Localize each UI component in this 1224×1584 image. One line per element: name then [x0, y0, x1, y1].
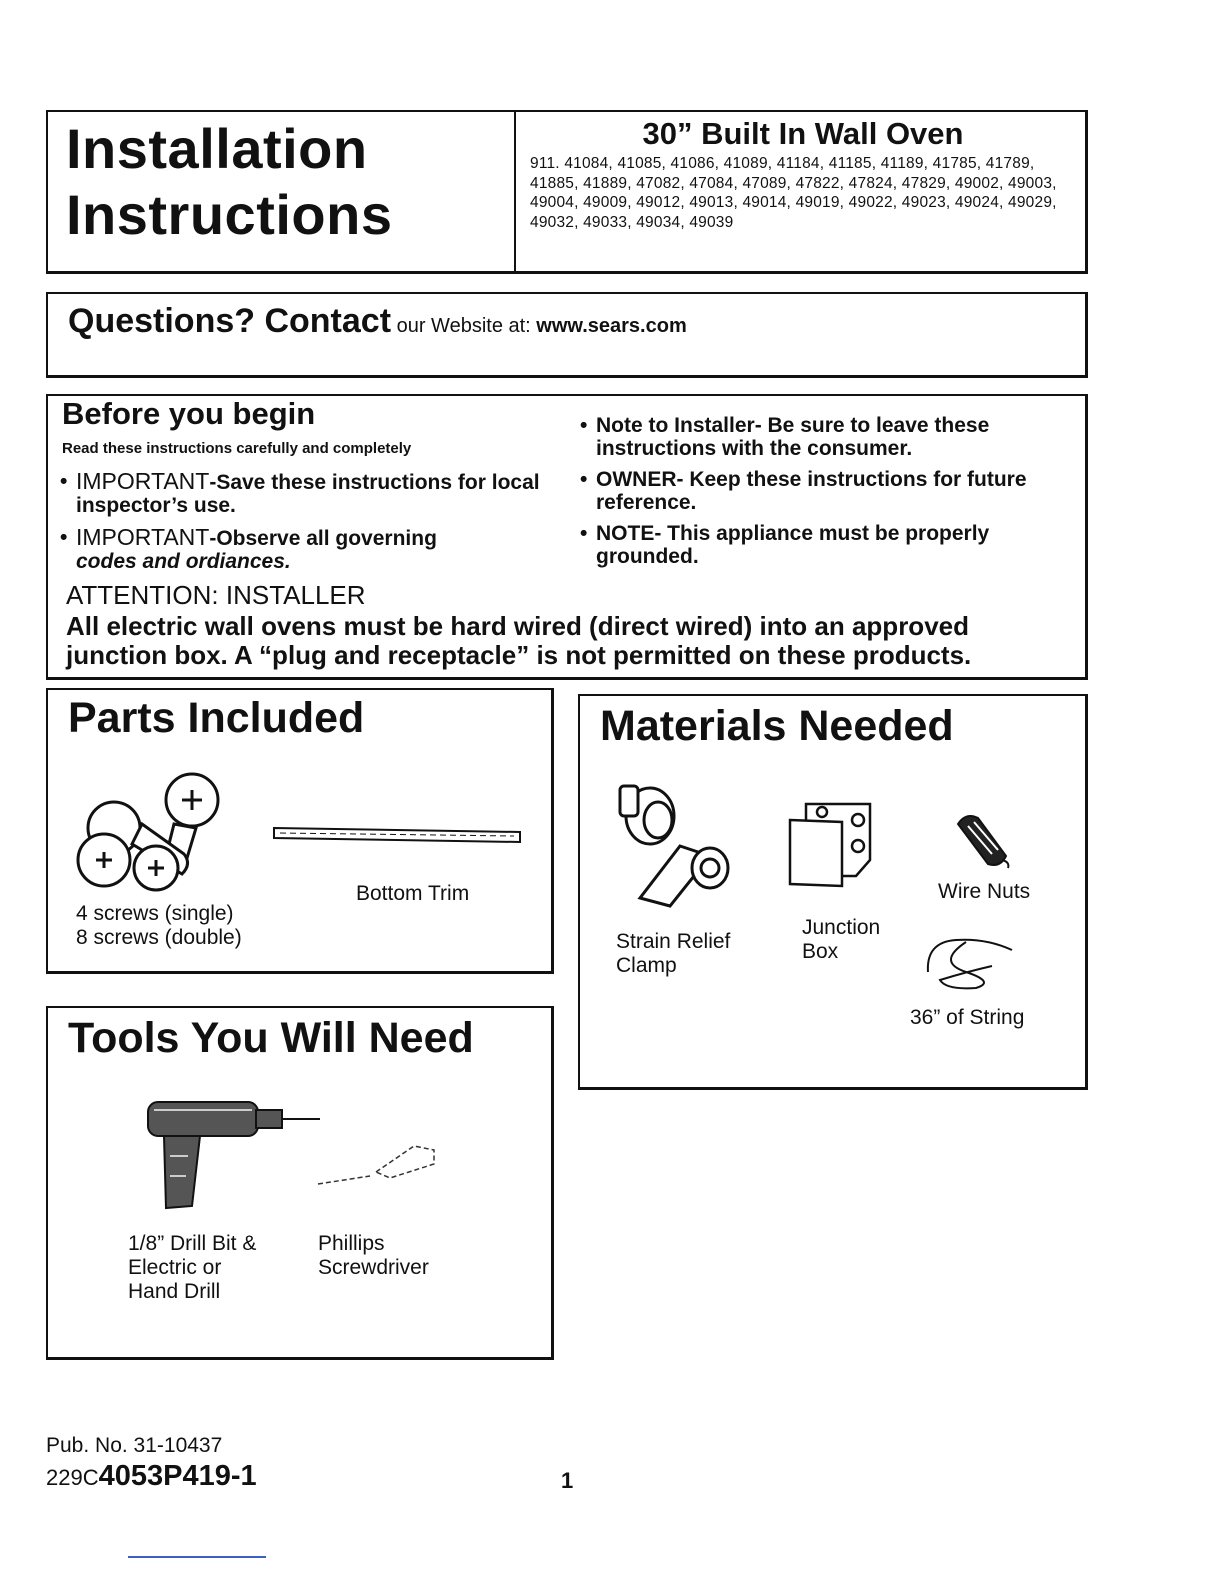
bottom-trim-label: Bottom Trim	[356, 882, 470, 905]
materials-title: Materials Needed	[600, 702, 954, 750]
right-bullet-3: • NOTE- This appliance must be properly grounded.	[580, 522, 990, 568]
phillips-screwdriver-icon	[310, 1142, 440, 1192]
attention-text: All electric wall ovens must be hard wired (direct wired) into an approved junction box. A “plug and receptacle” is not permitted on these products.	[66, 611, 972, 670]
questions-heading: Questions? Contact	[68, 302, 392, 340]
strain-relief-clamp-icon	[600, 776, 740, 916]
document-title	[66, 116, 392, 248]
bullet-dot: •	[580, 522, 588, 545]
before-you-begin-box	[46, 394, 1088, 680]
bullet-dot: •	[580, 414, 588, 437]
header-box	[46, 110, 1088, 274]
screws-icon	[72, 764, 242, 894]
strain-relief-clamp-label: Strain Relief Clamp	[616, 930, 731, 977]
questions-box	[46, 292, 1088, 378]
wire-nuts-label: Wire Nuts	[938, 880, 1031, 903]
drill-label: 1/8” Drill Bit & Electric or Hand Drill	[128, 1232, 257, 1303]
tools-title: Tools You Will Need	[68, 1014, 474, 1062]
publication-number: Pub. No. 31-10437	[46, 1434, 223, 1457]
title-line-2: Instructions	[66, 183, 393, 246]
junction-box-label: Junction Box	[802, 916, 881, 963]
attention-title: ATTENTION: INSTALLER	[66, 580, 366, 610]
string-label: 36” of String	[910, 1006, 1025, 1029]
product-title: 30” Built In Wall Oven	[642, 116, 964, 151]
junction-box-icon	[786, 800, 876, 890]
before-subtitle: Read these instructions carefully and completely	[62, 440, 412, 457]
materials-needed-box	[578, 694, 1088, 1090]
screws-label: 4 screws (single) 8 screws (double)	[76, 902, 242, 949]
string-icon	[926, 932, 1016, 992]
bullet-dot: •	[60, 470, 68, 493]
page-number: 1	[561, 1468, 574, 1493]
questions-line	[68, 302, 687, 341]
screwdriver-label: Phillips Screwdriver	[318, 1232, 429, 1279]
drill-icon	[144, 1096, 324, 1216]
parts-included-box	[46, 688, 554, 974]
right-bullet-2: • OWNER- Keep these instructions for future reference.	[580, 468, 1027, 514]
before-title: Before you begin	[62, 396, 316, 431]
header-divider	[514, 112, 516, 271]
website-link[interactable]: www.sears.com	[536, 315, 687, 337]
bullet-dot: •	[60, 526, 68, 549]
model-list: 911. 41084, 41085, 41086, 41089, 41184, 41185, 41189, 41785, 41789, 41885, 41889, 47082, 47084, 47089, 47822, 47824, 47829, 49002, 49003, 49004, 49009, 49012, 49013, 49014, 49019, 49022, 49023, 49024, 49029, 49032, 49033, 49034, 49039	[530, 155, 1057, 231]
wire-nuts-icon	[952, 810, 1012, 870]
questions-text: our Website at:	[391, 315, 537, 337]
left-bullet-2: • IMPORTANT-Observe all governing codes and ordiances.	[60, 524, 437, 573]
bottom-rule	[128, 1556, 266, 1558]
bottom-trim-icon	[270, 820, 526, 850]
left-bullet-1: • IMPORTANT-Save these instructions for local inspector’s use.	[60, 468, 540, 517]
tools-box	[46, 1006, 554, 1360]
right-bullet-1: • Note to Installer- Be sure to leave these instructions with the consumer.	[580, 414, 990, 460]
part-number: 229C4053P419-1	[46, 1460, 257, 1492]
bullet-dot: •	[580, 468, 588, 491]
title-line-1: Installation	[66, 117, 368, 180]
parts-title: Parts Included	[68, 694, 365, 742]
